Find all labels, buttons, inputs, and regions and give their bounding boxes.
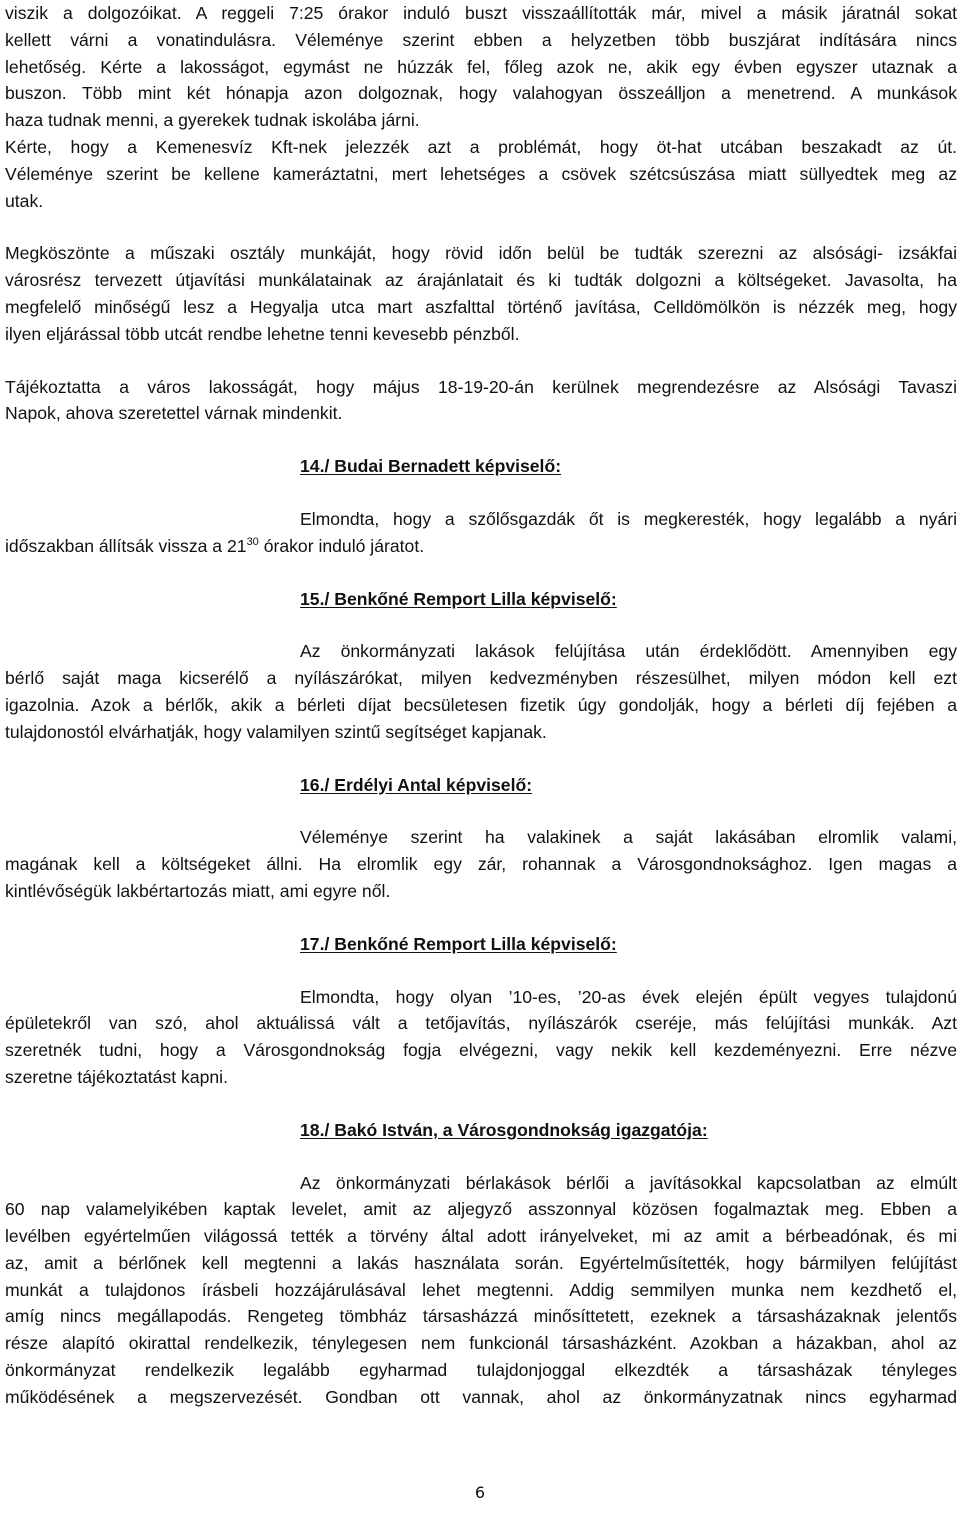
text-line: Elmondta, hogy olyan ’10-es, ’20-as évek elején épült vegyes tulajdonú bbox=[300, 986, 957, 1007]
text-line: működésének a megszervezését. Gondban ott vannak, ahol az önkormányzatnak nincs egyharmad bbox=[5, 1386, 957, 1407]
paragraph-18 bbox=[5, 1170, 957, 1411]
document-page bbox=[5, 0, 957, 1411]
text-line: bérlő saját maga kicserélő a nyílászárókat, milyen kedvezményben részesülhet, milyen módon kell ezt bbox=[5, 668, 957, 689]
paragraph-spring-days bbox=[5, 374, 957, 428]
paragraph-15 bbox=[5, 638, 957, 745]
paragraph-16 bbox=[5, 824, 957, 904]
text-line: önkormányzat rendelkezik legalább egyharmad tulajdonjoggal elkezdték a társasházak tényleges bbox=[5, 1360, 957, 1381]
text-line: része alapító okirattal rendelkezik, ténylegesen nem funkcionál társasházként. Azokban a házakban, ahol az bbox=[5, 1333, 957, 1354]
heading-text: 17./ Benkőné Remport Lilla képviselő: bbox=[300, 933, 617, 954]
section-heading-17 bbox=[5, 931, 957, 958]
text-line: buszon. Több mint két hónapja azon dolgoznak, hogy valahogyan összeálljon a menetrend. A munkások bbox=[5, 83, 957, 104]
text-line: kellett várni a vonatindulásra. Véleménye szerint ebben a helyzetben több buszjárat indítására nincs bbox=[5, 29, 957, 50]
text-line: lehetőség. Kérte a lakosságot, egymást ne húzzák fel, főleg azok ne, akik egy évben egyszer utaznak a bbox=[5, 56, 957, 77]
text-line: Megköszönte a műszaki osztály munkáját, hogy rövid időn belül be tudták szerezni az alsósági- izsákfai bbox=[5, 243, 957, 264]
text-line bbox=[5, 533, 957, 560]
paragraph-17 bbox=[5, 984, 957, 1091]
heading-text: 15./ Benkőné Remport Lilla képviselő: bbox=[300, 588, 617, 609]
text-line: kintlévőségük lakbértartozás miatt, ami egyre nől. bbox=[5, 880, 391, 901]
text-line: megfelelő minőségű lesz a Hegyalja utca mart aszfalttal történő javítása, Celldömölkön is nézzék meg, hogy bbox=[5, 296, 957, 317]
text-line: utak. bbox=[5, 190, 44, 211]
text-line: Elmondta, hogy a szőlősgazdák őt is megkeresték, hogy legalább a nyári bbox=[300, 508, 957, 529]
paragraph-road-repair bbox=[5, 240, 957, 347]
paragraph-bus-schedule bbox=[5, 0, 957, 214]
text-line: az, amit a bérlőnek kell megtenni a lakás használata során. Egyértelműsítették, hogy bármilyen felújítást bbox=[5, 1252, 957, 1273]
page-number: 6 bbox=[474, 1483, 486, 1502]
text-line: viszik a dolgozóikat. A reggeli 7:25 órakor induló buszt visszaállították már, mivel a másik járatnál sokat bbox=[5, 3, 957, 23]
text-line: Kérte, hogy a Kemenesvíz Kft-nek jelezzék azt a problémát, hogy öt-hat utcában beszakadt az út. bbox=[5, 136, 957, 157]
section-heading-15 bbox=[5, 586, 957, 613]
section-heading-18 bbox=[5, 1117, 957, 1144]
text-line: szeretne tájékoztatást kapni. bbox=[5, 1066, 228, 1087]
text-line: haza tudnak menni, a gyerekek tudnak iskolába járni. bbox=[5, 110, 420, 131]
text-line: Véleménye szerint be kellene kameráztatni, mert lehetséges a csövek szétcsúszása miatt süllyedtek meg az bbox=[5, 163, 957, 184]
text-line: igazolnia. Azok a bérlők, akik a bérleti díjat becsületesen fizetik úgy gondolják, hogy a bérleti díj fejében a bbox=[5, 694, 957, 715]
text-line: városrész tervezett útjavítási munkálatainak az árajánlatait és ki tudták dolgozni a költségeket. Javasolta, ha bbox=[5, 270, 957, 291]
text-line: szeretnék tudni, hogy a Városgondnokság fogja elvégezni, vagy nekik kell kezdeményezni. Erre nézve bbox=[5, 1040, 957, 1061]
text-line: Napok, ahova szeretettel várnak mindenkit. bbox=[5, 403, 343, 424]
text-line: amíg nincs megállapodás. Rengeteg tömbház társasházzá minősíttetett, ezeknek a társasházaknak jelentős bbox=[5, 1306, 957, 1327]
paragraph-14 bbox=[5, 506, 957, 560]
text-line: tulajdonostól elvárhatják, hogy valamilyen szintű segítséget kapjanak. bbox=[5, 721, 547, 742]
text-line: munkát a tulajdonos írásbeli hozzájárulásával lehet megtenni. Addig semmilyen munka nem kezdhető el, bbox=[5, 1279, 957, 1300]
text-line: 60 nap valamelyikében kaptak levelet, amit az aljegyző asszonnyal közösen fogalmaztak meg. Ebben a bbox=[5, 1199, 957, 1220]
superscript-minutes: 30 bbox=[246, 535, 259, 548]
text-line: Az önkormányzati bérlakások bérlői a javításokkal kapcsolatban az elmúlt bbox=[300, 1172, 957, 1193]
text-line: Tájékoztatta a város lakosságát, hogy május 18-19-20-án kerülnek megrendezésre az Alsósági Tavaszi bbox=[5, 376, 957, 397]
text-line: épületekről van szó, ahol aktuálissá vált a tetőjavítás, nyílászárók cseréje, más felújítási munkák. Azt bbox=[5, 1013, 957, 1034]
heading-text: 18./ Bakó István, a Városgondnokság igazgatója: bbox=[300, 1119, 708, 1140]
text-line: levélben egyértelműen világossá tették a törvény által adott irányelveket, mi az amit a bérbeadónak, és mi bbox=[5, 1226, 957, 1247]
heading-text: 14./ Budai Bernadett képviselő: bbox=[300, 456, 562, 477]
section-heading-14 bbox=[5, 453, 957, 480]
text-line: Az önkormányzati lakások felújítása után érdeklődött. Amennyiben egy bbox=[300, 641, 957, 662]
text-fragment: órakor induló járatot. bbox=[258, 535, 425, 556]
text-line: Véleménye szerint ha valakinek a saját lakásában elromlik valami, bbox=[300, 827, 957, 848]
section-heading-16 bbox=[5, 772, 957, 799]
text-line: magának kell a költségeket állni. Ha elromlik egy zár, rohannak a Városgondnoksághoz. Igen magas a bbox=[5, 854, 957, 875]
text-line: ilyen eljárással több utcát rendbe lehetne tenni kevesebb pénzből. bbox=[5, 323, 520, 344]
heading-text: 16./ Erdélyi Antal képviselő: bbox=[300, 774, 533, 795]
text-fragment: időszakban állítsák vissza a 21 bbox=[5, 535, 247, 556]
